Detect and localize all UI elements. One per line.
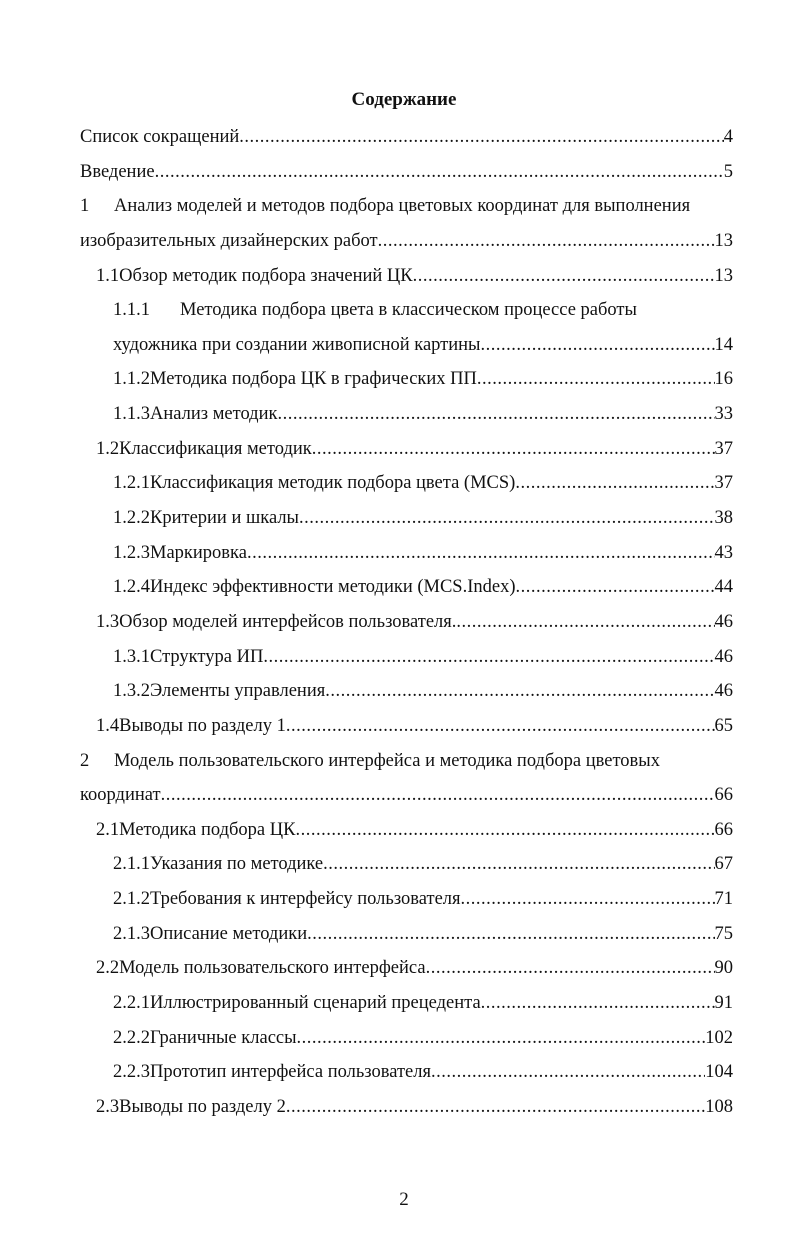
toc-entry[interactable] bbox=[80, 917, 733, 952]
toc-entry-title: Обзор моделей интерфейсов пользователя. bbox=[119, 611, 457, 632]
toc-entry-title: Указания по методике bbox=[150, 854, 324, 875]
toc-entry-number: 2.2.2 bbox=[113, 1027, 150, 1048]
dot-leader bbox=[431, 1055, 705, 1090]
toc-entry-number: 1.1.3 bbox=[113, 404, 150, 425]
toc-entry-number: 2.1.3 bbox=[113, 923, 150, 944]
toc-entry-number: 1.2.3 bbox=[113, 542, 150, 563]
toc-entry-title: Иллюстрированный сценарий прецедента bbox=[150, 993, 481, 1014]
toc-entry[interactable] bbox=[80, 1055, 733, 1090]
toc-entry-title: Модель пользовательского интерфейса и методика подбора цветовых bbox=[114, 750, 660, 771]
toc-entry-title: Анализ методик bbox=[150, 404, 278, 425]
toc-entry-title: Методика подбора ЦК в графических ПП bbox=[150, 369, 477, 390]
toc-entry[interactable] bbox=[80, 362, 733, 397]
toc-entry-page: 4 bbox=[723, 127, 733, 147]
toc-entry-page: 75 bbox=[714, 923, 733, 944]
dot-leader bbox=[378, 224, 715, 259]
toc-entry-title-continued: координат bbox=[80, 785, 161, 806]
toc-entry-page: 46 bbox=[714, 681, 733, 702]
toc-entry-number: 1.3.2 bbox=[113, 681, 150, 702]
toc-entry[interactable] bbox=[80, 986, 733, 1021]
toc-entry[interactable] bbox=[80, 640, 733, 675]
toc-entry[interactable] bbox=[80, 1021, 733, 1056]
toc-entry-title: Выводы по разделу 1 bbox=[119, 715, 286, 736]
toc-entry-title: Прототип интерфейса пользователя bbox=[150, 1062, 431, 1083]
dot-leader bbox=[277, 397, 714, 432]
toc-entry-title: Обзор методик подбора значений ЦК bbox=[119, 265, 413, 286]
toc-entry-page: 37 bbox=[714, 438, 733, 459]
dot-leader bbox=[323, 847, 714, 882]
toc-entry-number: 2 bbox=[80, 750, 90, 771]
table-of-contents bbox=[80, 120, 733, 1125]
toc-entry-title: Модель пользовательского интерфейса bbox=[119, 958, 426, 979]
toc-entry-title-continued: изобразительных дизайнерских работ bbox=[80, 230, 378, 251]
toc-entry-number: 1.1.1 bbox=[113, 300, 150, 321]
toc-entry-page: 46 bbox=[714, 646, 733, 667]
toc-entry-page: 66 bbox=[714, 819, 733, 840]
toc-entry[interactable] bbox=[80, 882, 733, 917]
dot-leader bbox=[161, 778, 715, 813]
dot-leader bbox=[247, 536, 715, 571]
toc-entry-number: 2.1 bbox=[96, 819, 120, 840]
toc-entry-number: 1.2.4 bbox=[113, 577, 150, 598]
toc-entry-number: 2.2.3 bbox=[113, 1062, 150, 1083]
dot-leader bbox=[297, 1021, 706, 1056]
dot-leader bbox=[299, 501, 715, 536]
toc-entry-page: 43 bbox=[714, 542, 733, 563]
toc-entry-number: 1.3 bbox=[96, 611, 120, 632]
toc-entry-page: 104 bbox=[705, 1062, 733, 1083]
toc-entry-title: Методика подбора цвета в классическом процессе работы bbox=[180, 300, 637, 321]
toc-entry-number: 2.2 bbox=[96, 958, 120, 979]
dot-leader bbox=[481, 986, 715, 1021]
toc-entry-title: Выводы по разделу 2 bbox=[119, 1096, 286, 1117]
toc-entry-number: 2.3 bbox=[96, 1096, 120, 1117]
toc-entry[interactable] bbox=[80, 120, 733, 155]
dot-leader bbox=[516, 570, 715, 605]
toc-entry-title: Маркировка bbox=[150, 542, 247, 563]
toc-entry-title: Классификация методик bbox=[119, 438, 312, 459]
toc-entry[interactable] bbox=[80, 570, 733, 605]
dot-leader bbox=[413, 259, 715, 294]
toc-entry-page: 66 bbox=[714, 785, 733, 806]
page-number: 2 bbox=[399, 1189, 409, 1210]
toc-entry-title: Введение bbox=[80, 161, 155, 182]
dot-leader bbox=[295, 813, 714, 848]
toc-entry-page: 13 bbox=[714, 265, 733, 286]
toc-entry-page: 44 bbox=[714, 577, 733, 598]
toc-entry-page: 16 bbox=[714, 369, 733, 390]
dot-leader bbox=[263, 640, 714, 675]
toc-entry-number: 2.1.2 bbox=[113, 889, 150, 910]
dot-leader bbox=[155, 155, 724, 190]
toc-entry-number: 1.2.1 bbox=[113, 473, 150, 494]
toc-entry-title: Индекс эффективности методики (MCS.Index) bbox=[150, 577, 516, 598]
toc-entry[interactable] bbox=[80, 501, 733, 536]
toc-entry[interactable] bbox=[80, 259, 733, 294]
toc-entry-number: 1.4 bbox=[96, 715, 120, 736]
toc-entry[interactable] bbox=[80, 674, 733, 709]
toc-entry-number: 2.2.1 bbox=[113, 993, 150, 1014]
toc-entry-number: 1 bbox=[80, 196, 90, 217]
page-title: Содержание bbox=[351, 89, 457, 110]
toc-entry-title: Классификация методик подбора цвета (MCS) bbox=[150, 473, 516, 494]
toc-entry[interactable] bbox=[80, 189, 733, 224]
toc-entry[interactable] bbox=[80, 155, 733, 190]
toc-entry-number: 2.1.1 bbox=[113, 854, 150, 875]
toc-entry[interactable] bbox=[80, 397, 733, 432]
dot-leader bbox=[481, 328, 715, 363]
toc-entry-title: Список сокращений bbox=[80, 127, 240, 147]
toc-entry-title: Анализ моделей и методов подбора цветовых координат для выполнения bbox=[114, 196, 691, 217]
dot-leader bbox=[461, 882, 715, 917]
toc-entry-page: 33 bbox=[714, 404, 733, 425]
toc-entry-number: 1.1.2 bbox=[113, 369, 150, 390]
toc-entry[interactable] bbox=[80, 1090, 733, 1125]
toc-entry-page: 91 bbox=[714, 993, 733, 1014]
toc-entry-number: 1.2 bbox=[96, 438, 120, 459]
dot-leader bbox=[477, 362, 715, 397]
toc-entry-continuation[interactable] bbox=[80, 224, 733, 259]
toc-entry[interactable] bbox=[80, 951, 733, 986]
toc-entry-continuation[interactable] bbox=[80, 328, 733, 363]
dot-leader bbox=[325, 674, 714, 709]
toc-entry-title-continued: художника при создании живописной картины bbox=[113, 334, 481, 355]
toc-entry-title: Методика подбора ЦК bbox=[119, 819, 296, 840]
toc-entry[interactable] bbox=[80, 536, 733, 571]
toc-entry-title: Элементы управления bbox=[150, 681, 326, 702]
toc-entry-title: Граничные классы bbox=[150, 1027, 297, 1048]
toc-entry-page: 102 bbox=[705, 1027, 733, 1048]
dot-leader bbox=[307, 917, 714, 952]
toc-entry-title: Описание методики bbox=[150, 923, 308, 944]
toc-entry[interactable] bbox=[80, 293, 733, 328]
toc-entry[interactable] bbox=[80, 466, 733, 501]
dot-leader bbox=[312, 432, 715, 467]
toc-entry-page: 38 bbox=[714, 508, 733, 529]
toc-entry-page: 65 bbox=[714, 715, 733, 736]
dot-leader bbox=[456, 605, 714, 640]
toc-entry-number: 1.1 bbox=[96, 265, 120, 286]
toc-entry-title: Структура ИП bbox=[150, 646, 264, 667]
toc-entry-page: 37 bbox=[714, 473, 733, 494]
toc-entry[interactable] bbox=[80, 605, 733, 640]
toc-entry-page: 14 bbox=[714, 334, 733, 355]
toc-entry-page: 108 bbox=[705, 1096, 733, 1117]
toc-entry-title: Критерии и шкалы bbox=[150, 508, 299, 529]
toc-entry[interactable] bbox=[80, 847, 733, 882]
dot-leader bbox=[515, 466, 714, 501]
toc-entry[interactable] bbox=[80, 709, 733, 744]
toc-entry-page: 67 bbox=[714, 854, 733, 875]
toc-entry-page: 71 bbox=[714, 889, 733, 910]
toc-entry-continuation[interactable] bbox=[80, 778, 733, 813]
toc-entry[interactable] bbox=[80, 744, 733, 779]
toc-entry[interactable] bbox=[80, 813, 733, 848]
toc-entry-number: 1.3.1 bbox=[113, 646, 150, 667]
toc-entry-title: Требования к интерфейсу пользователя bbox=[150, 889, 461, 910]
toc-entry-page: 90 bbox=[714, 958, 733, 979]
dot-leader bbox=[239, 120, 723, 155]
dot-leader bbox=[286, 1090, 705, 1125]
toc-entry[interactable] bbox=[80, 432, 733, 467]
toc-entry-number: 1.2.2 bbox=[113, 508, 150, 529]
toc-entry-page: 5 bbox=[723, 161, 733, 182]
toc-entry-page: 46 bbox=[714, 611, 733, 632]
dot-leader bbox=[426, 951, 715, 986]
toc-entry-page: 13 bbox=[714, 230, 733, 251]
dot-leader bbox=[286, 709, 715, 744]
